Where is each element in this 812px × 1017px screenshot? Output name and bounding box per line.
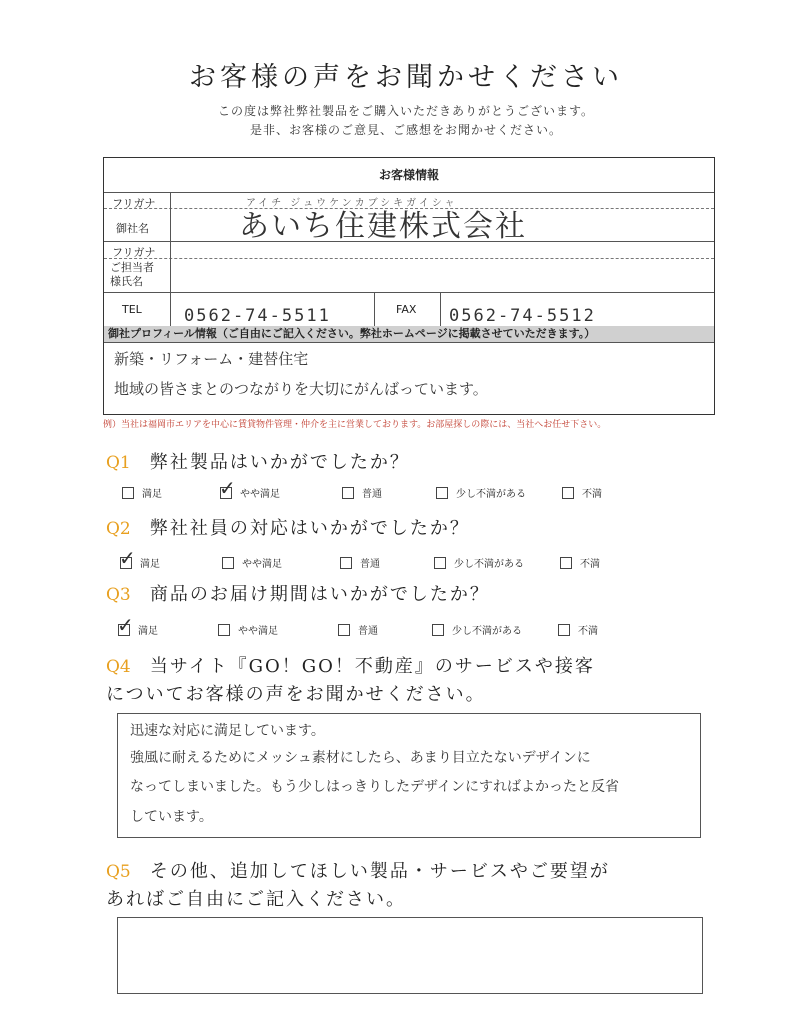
q2-option-3[interactable]: 普通 [340,555,380,570]
question-3 [106,580,490,606]
company-name-value: あいち住建株式会社 [239,209,527,244]
q3-label: Q3 [106,585,131,605]
checkbox-icon[interactable] [436,487,448,499]
q3-text: 商品のお届け期間はいかがでしたか？ [149,584,490,605]
page-title: お客様の声をお聞かせください [189,62,623,93]
q4-answer-line-1: 迅速な対応に満足しています。 [130,723,325,739]
intro-line-1: この度は弊社弊社製品をご購入いただきありがとうございます。 [217,104,595,118]
tel-value: 0562-74-5511 [184,306,331,326]
customer-info-table [103,157,715,415]
q2-option-5[interactable]: 不満 [560,555,600,570]
furigana2-label: フリガナ [112,246,156,259]
question-1 [106,448,410,474]
q1-option-5[interactable]: 不満 [562,485,602,500]
q5-text-1: その他、追加してほしい製品・サービスやご要望が [149,861,610,882]
checkbox-icon[interactable] [558,624,570,636]
q2-option-1[interactable]: ✓ 満足 [120,555,160,570]
question-2 [106,514,470,540]
q4-answer-line-4: しています。 [130,809,213,825]
checkbox-icon[interactable] [218,624,230,636]
checkbox-icon[interactable] [560,557,572,569]
checkbox-icon[interactable] [122,487,134,499]
checkbox-checked-icon[interactable] [220,487,232,499]
company-label: 御社名 [116,222,149,235]
q2-option-4[interactable]: 少し不満がある [434,555,524,570]
q1-label: Q1 [106,453,131,473]
q4-label: Q4 [106,657,131,677]
q4-text-1: 当サイト『GO！GO！不動産』のサービスや接客 [149,656,595,677]
checkbox-icon[interactable] [432,624,444,636]
q5-label: Q5 [106,862,131,882]
q2-option-2[interactable]: やや満足 [222,555,282,570]
q1-option-1[interactable]: 満足 [122,485,162,500]
checkbox-icon[interactable] [222,557,234,569]
q3-option-2[interactable]: やや満足 [218,622,278,637]
q1-option-2[interactable]: ✓ やや満足 [220,485,280,500]
q3-option-1[interactable]: ✓ 満足 [118,622,158,637]
contact-label: ご担当者 様氏名 [110,261,154,288]
q5-answer-box[interactable] [117,917,703,994]
checkbox-icon[interactable] [342,487,354,499]
profile-heading: 御社プロフィール情報（ご自由にご記入ください。弊社ホームページに掲載させていただきます。） [104,326,714,342]
checkbox-icon[interactable] [434,557,446,569]
intro-line-2: 是非、お客様のご意見、ご感想をお聞かせください。 [249,123,562,137]
q3-option-4[interactable]: 少し不満がある [432,622,522,637]
q1-option-4[interactable]: 少し不満がある [436,485,526,500]
q5-text-2: あればご自由にご記入ください。 [106,889,406,910]
checkbox-icon[interactable] [562,487,574,499]
q4-answer-line-3: なってしまいました。もう少しはっきりしたデザインにすればよかったと反省 [130,779,620,795]
checkbox-checked-icon[interactable] [118,624,130,636]
question-4 [106,652,595,678]
q4-answer-box[interactable] [117,713,701,838]
q4-text-2: についてお客様の声をお聞かせください。 [106,684,486,705]
q1-option-3[interactable]: 普通 [342,485,382,500]
fax-label: FAX [396,303,417,316]
checkbox-icon[interactable] [338,624,350,636]
q1-text: 弊社製品はいかがでしたか？ [149,452,410,473]
question-5 [106,857,610,883]
furigana-label: フリガナ [112,197,156,210]
example-note: 例）当社は福岡市エリアを中心に賃貸物件管理・仲介を主に営業しております。お部屋探しの際には、当社へお任せ下さい。 [103,420,607,430]
q3-option-5[interactable]: 不満 [558,622,598,637]
customer-info-heading: お客様情報 [378,168,439,182]
checkbox-checked-icon[interactable] [120,557,132,569]
company-furigana-value: アイチ ジュウケンカブシキガイシャ [246,198,458,209]
fax-value: 0562-74-5512 [449,306,596,326]
q3-option-3[interactable]: 普通 [338,622,378,637]
profile-line-2: 地域の皆さまとのつながりを大切にがんばっています。 [114,380,488,398]
profile-line-1: 新築・リフォーム・建替住宅 [114,350,309,368]
q4-answer-line-2: 強風に耐えるためにメッシュ素材にしたら、あまり目立たないデザインに [130,750,591,766]
q2-text: 弊社社員の対応はいかがでしたか？ [149,518,470,539]
tel-label: TEL [122,303,142,316]
q2-label: Q2 [106,519,131,539]
checkbox-icon[interactable] [340,557,352,569]
